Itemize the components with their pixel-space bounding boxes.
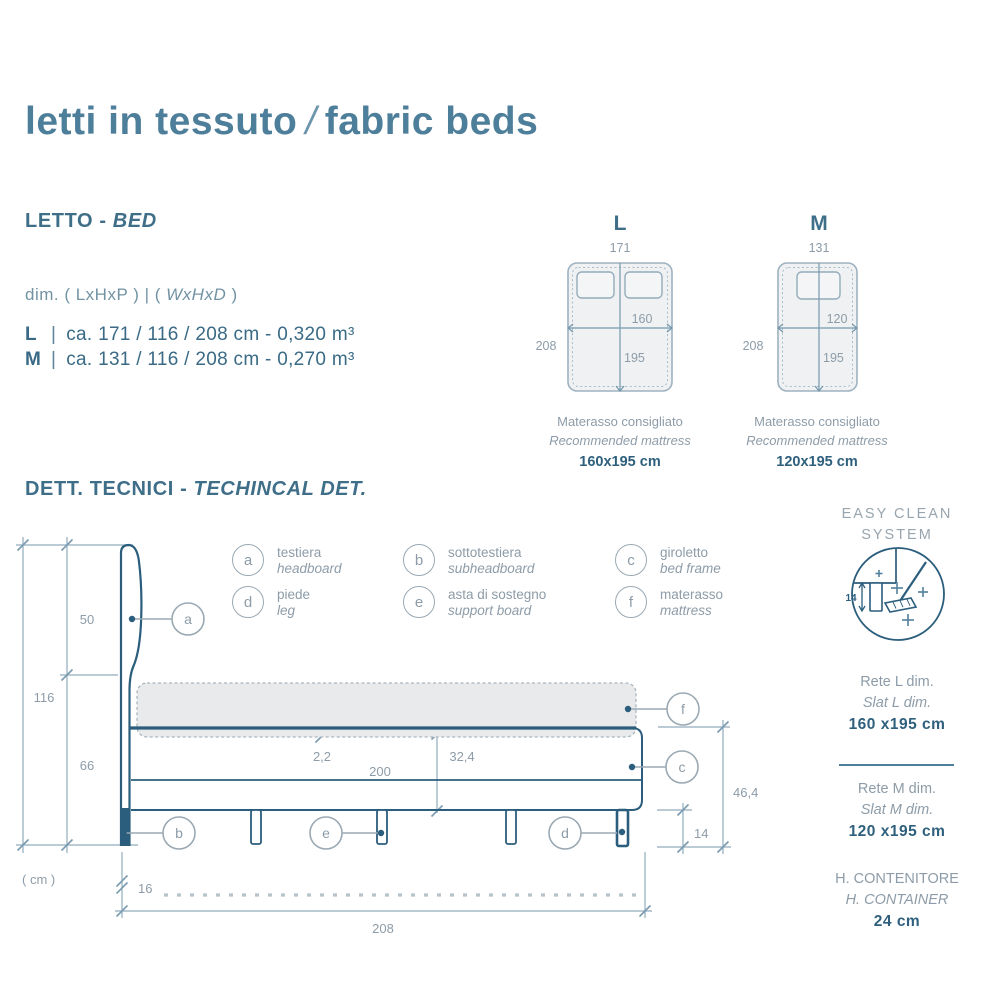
legend-f-en: mattress: [660, 603, 712, 618]
easy-clean-dim: 14: [845, 593, 857, 604]
legend-a-it: testiera: [277, 545, 322, 560]
legend-key-d: d: [232, 586, 264, 618]
dim-headboard-height: 50: [79, 612, 95, 627]
page-title-en: fabric beds: [324, 100, 539, 143]
legend-b-it: sottotestiera: [448, 545, 522, 560]
dim-total-height: 116: [33, 690, 55, 705]
mop-head: [885, 598, 916, 612]
easy-clean-circle: [852, 548, 944, 640]
bed-m-caption-en: Recommended mattress: [746, 433, 888, 448]
letto-section-title: [25, 210, 157, 233]
bed-l-mattress-size: 160x195 cm: [579, 454, 661, 470]
bed-topview-m: [728, 206, 903, 476]
callout-d: d: [561, 825, 569, 841]
legend-c-en: bed frame: [660, 561, 721, 576]
legend-e-en: support board: [448, 603, 532, 618]
legend-f-it: materasso: [660, 587, 724, 602]
size-m-bar: |: [51, 349, 57, 370]
callout-a: a: [184, 611, 192, 627]
tech-title-en: TECHINCAL DET.: [193, 478, 367, 500]
easy-clean-leg: [870, 583, 882, 611]
dim-label-suffix: ): [231, 285, 238, 304]
bed-m-label: M: [810, 212, 828, 235]
dim-frame-height: 32,4: [449, 749, 475, 764]
size-l-bar: |: [51, 324, 57, 345]
dimension-legend: [25, 285, 238, 305]
mop-handle: [900, 562, 926, 601]
bed-m-inner-width: 120: [826, 312, 848, 326]
callout-c: c: [678, 759, 686, 775]
bed-l-caption-en: Recommended mattress: [549, 433, 691, 448]
legend-b-en: subheadboard: [448, 561, 535, 576]
callout-f: f: [681, 701, 685, 717]
easy-clean-line1: EASY CLEAN: [841, 506, 953, 522]
callout-e: e: [322, 825, 330, 841]
tech-section-title: [25, 478, 367, 501]
bed-l-outer-length: 208: [535, 339, 557, 353]
dim-frame-floor: 46,4: [733, 785, 759, 800]
legend-key-b: b: [403, 544, 435, 576]
legend-c-it: giroletto: [660, 545, 709, 560]
dim-inner-length: 200: [369, 764, 391, 779]
size-l-letter: L: [25, 324, 37, 345]
container-height-block: [812, 869, 982, 932]
slat-l-subtitle: Slat L dim.: [862, 695, 932, 711]
letto-title-it: LETTO -: [25, 210, 107, 232]
bed-topview-l: [520, 206, 710, 476]
size-l-dimensions: ca. 171 / 116 / 208 cm - 0,320 m³: [66, 324, 355, 345]
bed-m-inner-length: 195: [823, 351, 844, 365]
page-title-it: letti in tessuto: [25, 100, 298, 143]
easy-clean-icon: [838, 542, 958, 647]
container-value: 24 cm: [873, 913, 921, 930]
dim-leg-height: 14: [694, 826, 709, 841]
container-subtitle: H. CONTAINER: [845, 892, 949, 908]
size-row-l: [25, 324, 355, 346]
dim-base-offset: 16: [138, 881, 153, 896]
size-m-letter: M: [25, 349, 42, 370]
tech-title-it: DETT. TECNICI -: [25, 478, 188, 500]
slat-m-subtitle: Slat M dim.: [860, 802, 934, 818]
size-row-m: [25, 349, 355, 371]
bed-l-inner-length: 195: [624, 351, 645, 365]
slat-m-value: 120 x195 cm: [848, 823, 946, 840]
bed-m-mattress-size: 120x195 cm: [776, 454, 858, 470]
bed-l-top-width: 171: [609, 241, 631, 255]
page-title-separator: /: [305, 100, 317, 143]
container-title: H. CONTENITORE: [835, 871, 959, 887]
slat-l-title: Rete L dim.: [860, 674, 934, 690]
easy-clean-line2: SYSTEM: [861, 527, 933, 543]
headboard-base: [120, 808, 130, 846]
legend-key-a: a: [232, 544, 264, 576]
legend-key-e: e: [403, 586, 435, 618]
bed-m-caption-it: Materasso consigliato: [754, 414, 880, 429]
legend-key-c: c: [615, 544, 647, 576]
unit-label: ( cm ): [22, 872, 56, 887]
easy-clean-label: [812, 504, 982, 546]
bed-l-inner-width: 160: [631, 312, 653, 326]
dim-edge-thickness: 2,2: [312, 749, 332, 764]
slat-l-block: [812, 672, 982, 735]
bed-l-caption-it: Materasso consigliato: [557, 414, 683, 429]
legend-a-en: headboard: [277, 561, 342, 576]
callout-b: b: [175, 825, 183, 841]
page-title: [25, 100, 538, 144]
slat-m-block: [812, 779, 982, 842]
dim-label-prefix: dim. ( LxHxP ) | (: [25, 285, 161, 304]
dim-total-length: 208: [372, 921, 394, 936]
bed-l-label: L: [613, 212, 627, 235]
letto-title-en: BED: [112, 210, 157, 232]
bed-m-top-width: 131: [808, 241, 830, 255]
easy-clean-arrow: [859, 583, 865, 611]
dim-lower-height: 66: [79, 758, 95, 773]
bed-side-technical-drawing: [0, 500, 790, 960]
bed-l-pillow-right: [625, 272, 662, 298]
slat-m-title: Rete M dim.: [857, 781, 937, 797]
legend-d-it: piede: [277, 587, 311, 602]
bed-m-outer-length: 208: [742, 339, 764, 353]
legend-e-it: asta di sostegno: [448, 587, 547, 602]
bed-l-pillow-left: [577, 272, 614, 298]
slat-l-value: 160 x195 cm: [848, 716, 946, 733]
legend-key-f: f: [615, 586, 647, 618]
dim-label-italic: WxHxD: [166, 285, 227, 304]
legend-d-en: leg: [277, 603, 296, 618]
size-m-dimensions: ca. 131 / 116 / 208 cm - 0,270 m³: [66, 349, 355, 370]
sidebar-divider: [839, 764, 954, 766]
